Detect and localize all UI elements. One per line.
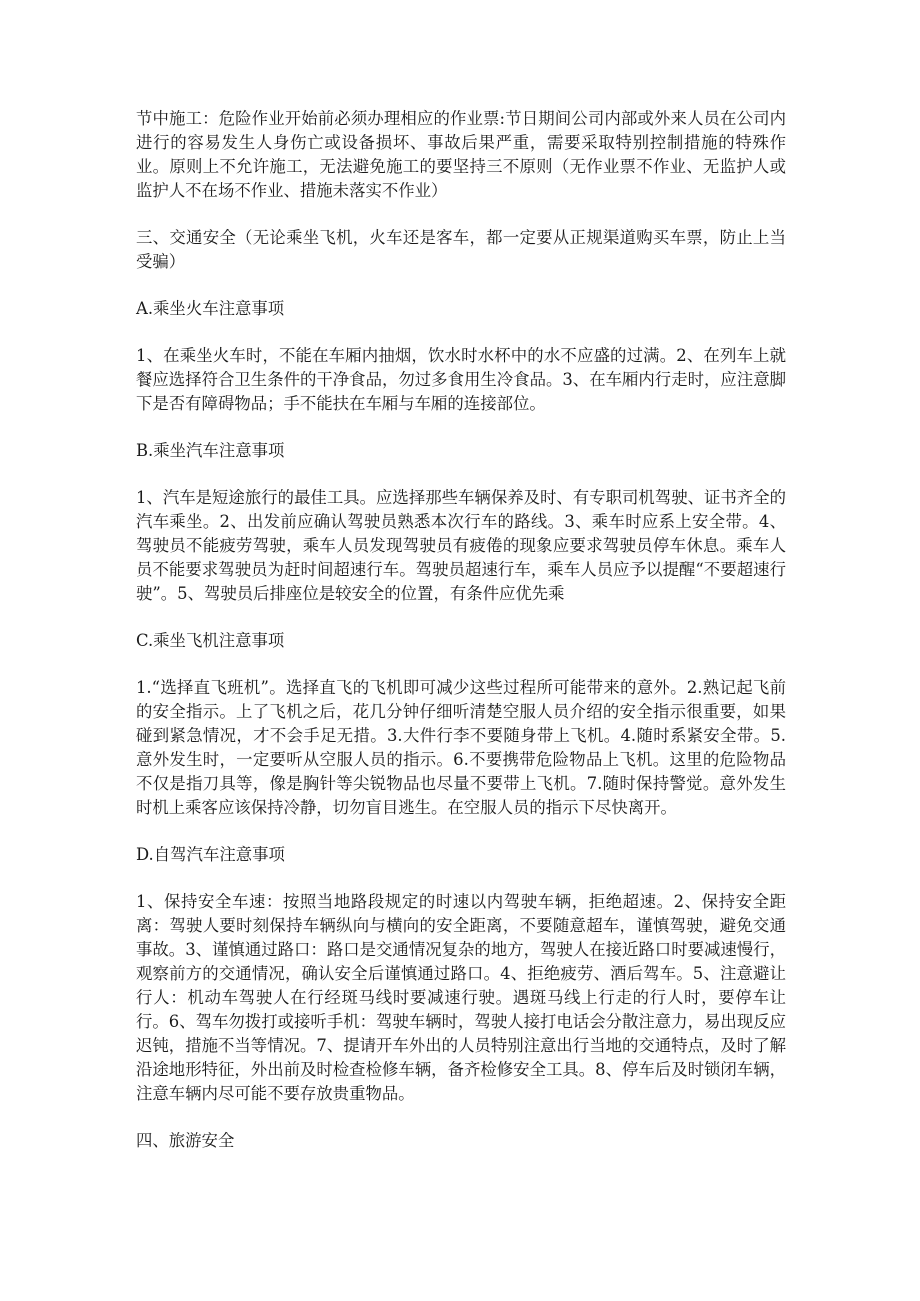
paragraph-plane-notes: 1.“选择直飞班机”。选择直飞的飞机即可减少这些过程所可能带来的意外。2.熟记起飞前的安全指示。上了飞机之后，花几分钟仔细听清楚空服人员介绍的安全指示很重要，如果碰到紧急情况，才不会手足无措。3.大件行李不要随身带上飞机。4.随时系紧安全带。5.意外发生时，一定要听从空服人员的指示。6.不要携带危险物品上飞机。这里的危险物品不仅是指刀具等，像是胸针等尖锐物品也尽量不要带上飞机。7.随时保持警觉。意外发生时机上乘客应该保持冷静，切勿盲目逃生。在空服人员的指示下尽快离开。 [136,678,786,817]
heading-bus-notes: B.乘坐汽车注意事项 [136,441,285,460]
heading-plane-notes: C.乘坐飞机注意事项 [136,631,285,650]
paragraph-festival-construction: 节中施工：危险作业开始前必须办理相应的作业票:节日期间公司内部或外来人员在公司内进行的容易发生人身伤亡或设备损坏、事故后果严重，需要采取特别控制措施的特殊作业。原则上不允许施工，无法避免施工的要坚持三不原则（无作业票不作业、无监护人或监护人不在场不作业、措施未落实不作业） [136,109,786,200]
section-title-travel-safety: 四、旅游安全 [136,1131,235,1150]
document-page [136,107,786,1176]
paragraph-self-drive-notes: 1、保持安全车速：按照当地路段规定的时速以内驾驶车辆，拒绝超速。2、保持安全距离：驾驶人要时刻保持车辆纵向与横向的安全距离，不要随意超车，谨慎驾驶，避免交通事故。3、谨慎通过路口：路口是交通情况复杂的地方，驾驶人在接近路口时要减速慢行，观察前方的交通情况，确认安全后谨慎通过路口。4、拒绝疲劳、酒后驾车。5、注意避让行人：机动车驾驶人在行经斑马线时要减速行驶。遇斑马线上行走的行人时，要停车让行。6、驾车勿拨打或接听手机：驾驶车辆时，驾驶人接打电话会分散注意力，易出现反应迟钝，措施不当等情况。7、提请开车外出的人员特别注意出行当地的交通特点，及时了解沿途地形特征，外出前及时检查检修车辆，备齐检修安全工具。8、停车后及时锁闭车辆，注意车辆内尽可能不要存放贵重物品。 [136,892,786,1103]
heading-self-drive-notes: D.自驾汽车注意事项 [136,845,285,864]
heading-train-notes: A.乘坐火车注意事项 [136,299,285,318]
paragraph-train-notes: 1、在乘坐火车时，不能在车厢内抽烟，饮水时水杯中的水不应盛的过满。2、在列车上就餐应选择符合卫生条件的干净食品，勿过多食用生冷食品。3、在车厢内行走时，应注意脚下是否有障碍物品；手不能扶在车厢与车厢的连接部位。 [136,346,786,413]
section-title-traffic-safety: 三、交通安全（无论乘坐飞机，火车还是客车，都一定要从正规渠道购买车票，防止上当受骗） [136,228,786,271]
paragraph-bus-notes: 1、汽车是短途旅行的最佳工具。应选择那些车辆保养及时、有专职司机驾驶、证书齐全的汽车乘坐。2、出发前应确认驾驶员熟悉本次行车的路线。3、乘车时应系上安全带。4、驾驶员不能疲劳驾驶，乘车人员发现驾驶员有疲倦的现象应要求驾驶员停车休息。乘车人员不能要求驾驶员为赶时间超速行车。驾驶员超速行车，乘车人员应予以提醒“不要超速行驶”。5、驾驶员后排座位是较安全的位置，有条件应优先乘 [136,488,786,603]
